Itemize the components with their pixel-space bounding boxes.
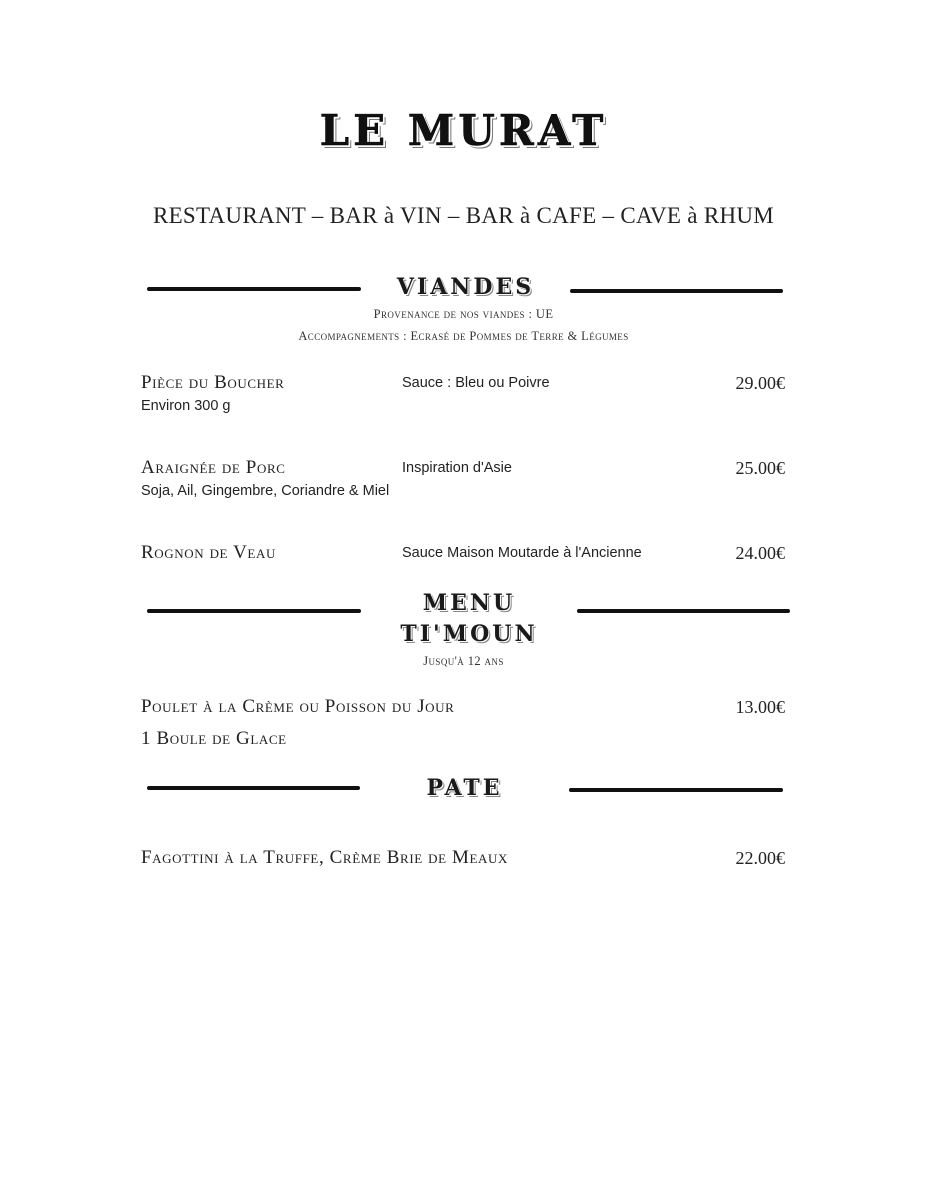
dish-price: 24.00€ (735, 543, 785, 563)
dish-name: Poulet à la Crème ou Poisson du Jour (141, 696, 455, 717)
section-divider-right (570, 289, 783, 293)
section-heading-pate: PATE (426, 775, 503, 801)
section-divider-left (147, 287, 361, 291)
dish-price: 29.00€ (735, 373, 785, 393)
dish-sauce: Sauce Maison Moutarde à l'Ancienne (402, 545, 642, 561)
dish-price: 13.00€ (735, 697, 785, 717)
section-divider-right (577, 609, 790, 613)
section-divider-left (147, 786, 360, 790)
dish-sauce: Inspiration d'Asie (402, 460, 512, 476)
dish-sauce: Sauce : Bleu ou Poivre (402, 375, 550, 391)
section-divider-left (147, 609, 361, 613)
dish-name: Araignée de Porc (141, 457, 286, 478)
section-divider-right (569, 788, 783, 792)
kids-age-note: Jusqu'à 12 ans (423, 654, 504, 668)
restaurant-subtitle: RESTAURANT – BAR à VIN – BAR à CAFE – CAVE à RHUM (152, 203, 775, 228)
sides-note: Accompagnements : Ecrasé de Pommes de Terre & Légumes (298, 329, 629, 343)
section-heading-viandes: VIANDES (396, 274, 535, 300)
meat-origin-note: Provenance de nos viandes : UE (373, 307, 554, 321)
restaurant-title: LE MURAT (319, 106, 608, 155)
dish-name: Pièce du Boucher (141, 372, 285, 393)
dish-name: Rognon de Veau (141, 542, 276, 563)
dish-detail: Soja, Ail, Gingembre, Coriandre & Miel (141, 483, 390, 499)
dish-name: Fagottini à la Truffe, Crème Brie de Meaux (141, 847, 509, 868)
dish-price: 25.00€ (735, 458, 785, 478)
dish-detail: 1 Boule de Glace (141, 728, 287, 749)
dish-detail: Environ 300 g (141, 398, 231, 414)
section-heading-menu-line1: MENU (422, 590, 516, 616)
dish-price: 22.00€ (735, 848, 785, 868)
section-heading-menu-line2: TI'MOUN (400, 621, 538, 647)
